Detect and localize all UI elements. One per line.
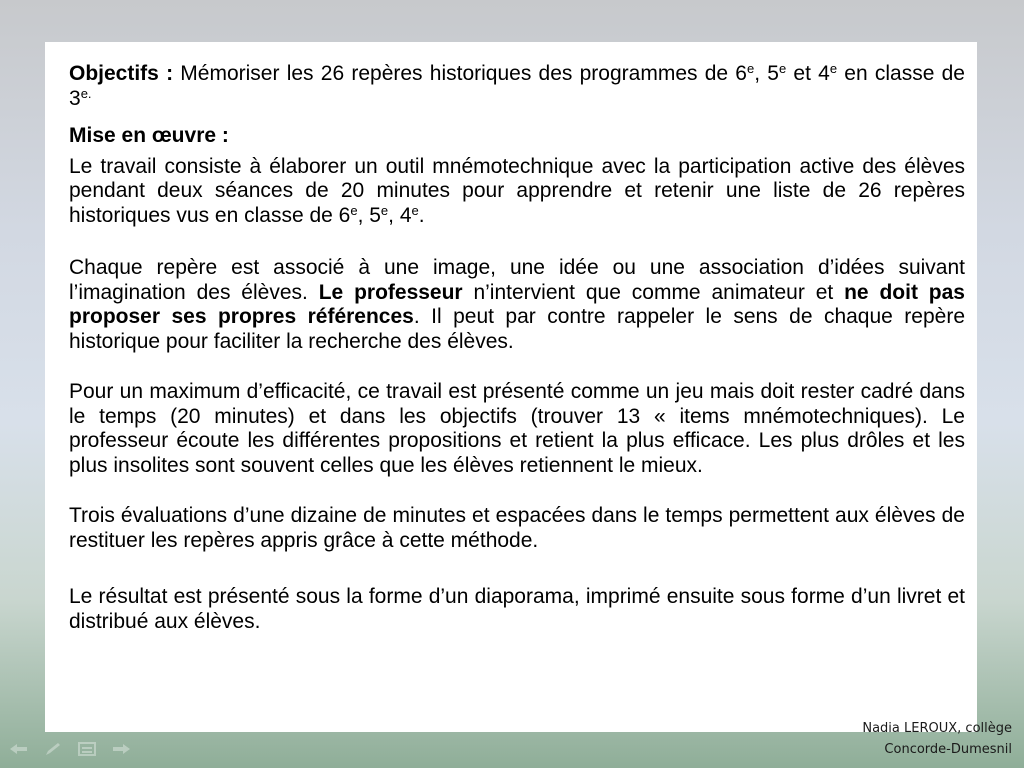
slide-panel <box>45 42 977 732</box>
slideshow-controls <box>8 740 132 758</box>
objectives-text: et 4 <box>786 62 830 85</box>
superscript: e <box>411 202 419 218</box>
body-text: . Il peut par contre rappeler le sens de chaque repère historique pour faciliter la recherche des élèves. <box>69 305 965 353</box>
body-text: Chaque repère est associé à une image, une idée ou une association d’idées suivant l’imagination des élèves. <box>69 256 965 304</box>
superscript: e. <box>80 85 92 101</box>
author-credit <box>712 718 1012 760</box>
slide-menu-icon[interactable] <box>76 741 98 757</box>
objectives-text: Mémoriser les 26 repères historiques des programmes de 6 <box>173 62 747 85</box>
slide-content <box>69 62 965 634</box>
superscript: e <box>746 61 755 76</box>
previous-arrow-icon[interactable] <box>8 741 30 757</box>
body-text: . <box>418 203 425 227</box>
author-credit-line-2: Concorde-Dumesnil <box>884 742 1012 757</box>
superscript: e <box>778 61 787 76</box>
body-paragraph-2 <box>69 256 965 354</box>
body-paragraph-3: Pour un maximum d’efficacité, ce travail est présenté comme un jeu mais doit rester cadré dans le temps (20 minutes) et dans les objectifs (trouver 13 « items mnémotechniques). Le professeur écoute les différentes propositions et retient la plus efficace. Les plus drôles et les plus insolites sont souvent celles que les élèves retiennent le mieux. <box>69 380 965 477</box>
superscript: e <box>380 202 389 218</box>
body-text: n’intervient que comme animateur et <box>462 280 845 304</box>
author-credit-line-1: Nadia LEROUX, collège <box>862 721 1012 736</box>
body-text: Le travail consiste à élaborer un outil mnémotechnique avec la participation active des élèves pendant deux séances de 20 minutes pour apprendre et retenir une liste de 26 repères historiques vus en classe de 6 <box>69 154 965 227</box>
objectives-paragraph <box>69 62 965 111</box>
body-text: , 5 <box>357 203 381 227</box>
superscript: e <box>350 202 358 218</box>
objectives-text: , 5 <box>754 62 779 85</box>
next-arrow-icon[interactable] <box>110 741 132 757</box>
superscript: e <box>829 61 838 76</box>
body-paragraph-1 <box>69 155 965 229</box>
bold-text: Le professeur <box>318 280 463 304</box>
section-heading: Mise en œuvre : <box>69 124 229 147</box>
body-text: , 4 <box>388 203 412 227</box>
pen-icon[interactable] <box>42 741 64 757</box>
objectives-text: en classe de 3 <box>69 62 965 110</box>
body-paragraph-5: Le résultat est présenté sous la forme d’un diaporama, imprimé ensuite sous forme d’un livret et distribué aux élèves. <box>69 585 965 633</box>
body-paragraph-4: Trois évaluations d’une dizaine de minutes et espacées dans le temps permettent aux élèves de restituer les repères appris grâce à cette méthode. <box>69 504 965 552</box>
objectives-label: Objectifs : <box>69 62 174 85</box>
bold-text: ne doit pas proposer ses propres références <box>69 280 965 328</box>
